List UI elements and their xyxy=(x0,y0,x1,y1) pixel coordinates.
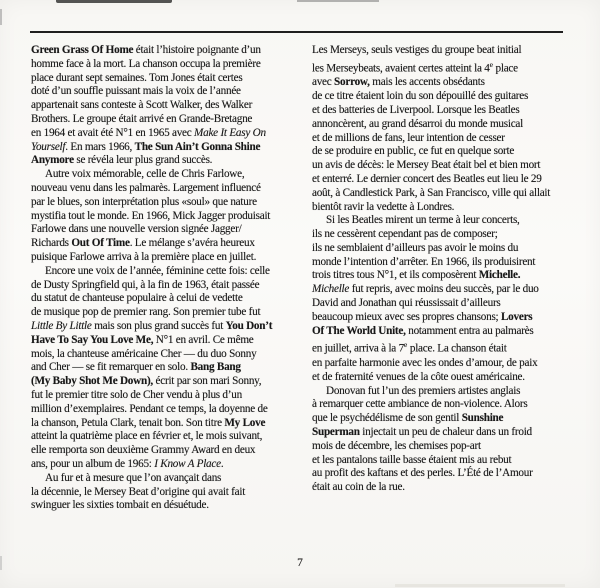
text-segment: . xyxy=(220,457,224,470)
text-line xyxy=(31,196,309,210)
text-line xyxy=(312,357,590,371)
text-line xyxy=(312,283,590,297)
text-segment: ils ne cessèrent cependant pas de composer; xyxy=(312,228,498,241)
text-line xyxy=(312,187,590,201)
text-segment: . En mars 1966, xyxy=(65,140,135,153)
text-segment: Superman xyxy=(312,425,360,438)
text-line xyxy=(312,44,590,58)
scan-artifact-left-edge xyxy=(0,9,2,25)
text-segment: Richards xyxy=(31,237,72,250)
text-line xyxy=(31,182,309,196)
text-segment: Bang Bang xyxy=(190,361,241,374)
text-segment: avec xyxy=(312,76,335,89)
text-segment: la décennie, le Mersey Beat d’origine qui avait fait xyxy=(31,485,246,498)
text-segment: doté d’un souffle puissant mais la voix de l’année xyxy=(31,85,241,98)
text-line xyxy=(312,228,590,242)
text-line xyxy=(31,99,309,113)
text-segment: place. La chanson était xyxy=(407,343,507,356)
text-segment: en 1964 et avait été N°1 en 1965 avec xyxy=(31,126,195,139)
text-line xyxy=(31,499,309,513)
text-segment: en parfaite harmonie avec les ondes d’amour, de paix xyxy=(312,357,538,369)
text-segment: million d’exemplaires. Pendant ce temps, la doyenne de xyxy=(31,402,268,415)
text-segment: se révéla leur plus grand succès. xyxy=(73,154,213,167)
text-segment: du statut de chanteuse populaire à celui de vedette xyxy=(31,292,243,305)
text-segment: mais les accents obsédants xyxy=(369,76,485,89)
text-line xyxy=(31,127,309,141)
text-line xyxy=(31,154,309,168)
text-segment: mais son plus grand succès fut xyxy=(91,319,226,332)
text-segment: David and Jonathan qui réussissait d’ailleurs xyxy=(312,297,501,310)
text-segment: Make It Easy On xyxy=(194,126,266,139)
text-segment: mois, la chanteuse américaine Cher — du duo Sonny xyxy=(31,347,257,360)
text-line xyxy=(312,104,590,118)
text-line xyxy=(31,348,309,362)
text-line xyxy=(312,132,590,146)
text-line xyxy=(31,44,309,58)
text-segment: place xyxy=(492,62,518,75)
text-line xyxy=(31,141,309,155)
text-segment: swinguer les sixties tombait en désuétude. xyxy=(31,499,209,512)
text-segment: fut repris, avec moins deu succès, par le duo xyxy=(349,283,539,296)
text-segment: e xyxy=(489,59,493,69)
text-line xyxy=(312,242,590,256)
text-line xyxy=(31,237,309,251)
text-line xyxy=(312,118,590,132)
text-segment: de ce titre étaient loin du son dépouillé des guitares xyxy=(312,90,529,103)
text-segment: bientôt ravir la vedette à Londres. xyxy=(312,200,455,213)
text-segment: homme face à la mort. La chanson occupa la première xyxy=(31,57,261,70)
text-segment: et enterré. Le dernier concert des Beatles eut lieu le 29 xyxy=(312,172,542,185)
text-segment: Encore une voix de l’année, féminine cette fois: celle xyxy=(45,264,270,277)
text-segment: août, à Candlestick Park, à San Francisco, ville qui allait xyxy=(312,186,551,199)
text-line xyxy=(312,173,590,187)
text-line xyxy=(312,201,590,215)
text-segment: Yourself xyxy=(31,140,66,153)
text-segment: I Know A Place xyxy=(154,457,221,470)
text-segment: Sorrow, xyxy=(334,76,370,89)
text-segment: Si les Beatles mirent un terme à leur concerts, xyxy=(326,214,520,227)
text-segment: mystifia tout le monde. En 1966, Mick Jagger produisait xyxy=(31,209,271,222)
text-line xyxy=(31,58,309,72)
text-line xyxy=(31,403,309,417)
text-segment: ils ne semblaient d’ailleurs pas avoir le moins du xyxy=(312,241,519,254)
text-line xyxy=(312,90,590,104)
text-segment: Of The World Unite, xyxy=(312,324,406,337)
text-line xyxy=(312,398,590,412)
text-line xyxy=(312,325,590,339)
text-line xyxy=(31,265,309,279)
text-segment: un avis de décès: le Mersey Beat était bel et bien mort xyxy=(312,159,541,172)
text-segment: Brothers. Le groupe était arrivé en Grande-Bretagne xyxy=(31,112,253,125)
text-line xyxy=(31,279,309,293)
text-segment: Anymore xyxy=(31,154,74,167)
text-line xyxy=(31,292,309,306)
text-segment: You Don’t xyxy=(225,319,273,332)
text-segment: fut le premier titre solo de Cher vendu à plus d’un xyxy=(31,388,242,401)
text-segment: Michelle. xyxy=(478,269,521,282)
text-line xyxy=(312,426,590,440)
text-line xyxy=(312,311,590,325)
text-segment: les Merseybeats, avaient certes atteint la 4 xyxy=(312,62,490,75)
text-segment: nouveau venu dans les palmarès. Largement influencé xyxy=(31,181,261,194)
text-segment: ans, pour un album de 1965: xyxy=(31,457,155,470)
text-segment: Autre voix mémorable, celle de Chris Farlowe, xyxy=(45,168,245,181)
top-divider-rule xyxy=(30,31,563,33)
text-line xyxy=(312,467,590,481)
text-segment: était au coin de la rue. xyxy=(312,481,405,494)
text-line xyxy=(31,72,309,86)
text-segment: and Cher — se fit remarquer en solo. xyxy=(31,361,191,374)
text-segment: puisique Farlowe arriva à la première place en juillet. xyxy=(31,250,257,263)
text-segment: à remarquer cette ambiance de non-violence. Alors xyxy=(312,398,528,411)
text-segment: en juillet, arriva à la 7 xyxy=(312,343,404,356)
text-segment: place durant sept semaines. Tom Jones était certes xyxy=(31,71,243,84)
text-segment: Out Of Time xyxy=(71,237,130,250)
text-segment: beaucoup mieux avec ses propres chansons; xyxy=(312,310,501,323)
text-line xyxy=(31,486,309,500)
text-line xyxy=(312,269,590,283)
text-segment: injectait un peu de chaleur dans un froid xyxy=(359,425,532,438)
text-segment: était l’histoire poignante d’un xyxy=(133,44,261,56)
text-line xyxy=(312,454,590,468)
text-segment: Sunshine xyxy=(461,412,504,425)
text-line xyxy=(312,58,590,77)
text-segment: annoncèrent, au grand désarroi du monde musical xyxy=(312,117,523,130)
text-segment: . Le mélange s’avéra heureux xyxy=(129,237,255,250)
text-line xyxy=(312,256,590,270)
text-line xyxy=(312,412,590,426)
text-line xyxy=(312,145,590,159)
text-segment: Au fur et à mesure que l’on avançait dans xyxy=(45,471,222,484)
text-line xyxy=(31,251,309,265)
text-segment: Donovan fut l’un des premiers artistes anglais xyxy=(326,384,521,397)
text-line xyxy=(312,76,590,90)
text-segment: et les pantalons taille basse étaient mis au rebut xyxy=(312,453,512,466)
text-line xyxy=(31,223,309,237)
text-segment: que le psychédélisme de son gentil xyxy=(312,412,462,425)
text-segment: par le blues, son interprétation plus «soul» que nature xyxy=(31,195,257,208)
text-segment: écrit par son mari Sonny, xyxy=(152,375,262,388)
text-line xyxy=(31,361,309,375)
text-line xyxy=(31,334,309,348)
text-line xyxy=(312,481,590,495)
scan-artifact-bottom-right xyxy=(395,584,565,587)
text-line xyxy=(31,306,309,320)
text-segment: Green Grass Of Home xyxy=(31,44,134,56)
text-segment: et des batteries de Liverpool. Lorsque les Beatles xyxy=(312,103,520,116)
text-line xyxy=(312,214,590,228)
text-segment: et de millions de fans, leur intention de cesser xyxy=(312,131,505,144)
text-line xyxy=(312,385,590,399)
text-line xyxy=(312,338,590,357)
text-segment: elle remporta son deuxième Grammy Award en deux xyxy=(31,444,256,457)
text-column-left xyxy=(31,44,309,513)
text-segment: la chanson, Petula Clark, tenait bon. Son titre xyxy=(31,416,225,429)
text-line xyxy=(31,417,309,431)
text-segment: e xyxy=(403,340,408,350)
text-line xyxy=(312,440,590,454)
text-segment: Michelle xyxy=(312,283,350,296)
text-line xyxy=(31,430,309,444)
text-line xyxy=(312,159,590,173)
text-segment: N°1 en avril. Ce même xyxy=(153,333,254,346)
text-segment: Farlowe dans une nouvelle version signée Jagger/ xyxy=(31,223,242,236)
text-segment: My Love xyxy=(224,416,266,429)
scan-artifact-top-left xyxy=(56,0,172,3)
text-segment: (My Baby Shot Me Down), xyxy=(31,375,153,388)
text-line xyxy=(31,472,309,486)
text-line xyxy=(31,168,309,182)
page-number: 7 xyxy=(297,557,303,569)
text-segment: et de fraternité venues de la côte ouest américaine. xyxy=(312,370,525,383)
text-line xyxy=(31,320,309,334)
text-line xyxy=(31,113,309,127)
text-line xyxy=(312,297,590,311)
text-segment: de se produire en public, ce fut en quelque sorte xyxy=(312,145,515,158)
text-segment: au profit des kaftans et des perles. L’Été de l’Amour xyxy=(312,467,533,480)
scan-artifact-top-center xyxy=(297,0,379,2)
text-segment: Have To Say You Love Me, xyxy=(31,333,154,346)
text-segment: de musique pop de premier rang. Son premier tube fut xyxy=(31,306,261,319)
text-segment: atteint la quatrième place en février et, le mois suivant, xyxy=(31,430,263,443)
text-segment: trois titres tous N°1, et ils composèrent xyxy=(312,269,479,282)
text-line xyxy=(312,371,590,385)
text-segment: Les Merseys, seuls vestiges du groupe beat initial xyxy=(312,44,522,56)
text-segment: de Dusty Springfield qui, à la fin de 1963, était passée xyxy=(31,278,260,291)
text-line xyxy=(31,375,309,389)
text-segment: Lovers xyxy=(500,310,533,323)
text-segment: Little By Little xyxy=(31,319,92,332)
text-line xyxy=(31,210,309,224)
text-line xyxy=(31,458,309,472)
text-segment: appartenait sans conteste à Scott Walker, des Walker xyxy=(31,99,253,112)
text-line xyxy=(31,389,309,403)
text-segment: mois de décembre, les chemises pop-art xyxy=(312,439,481,452)
text-segment: monde l’intention d’arrêter. En 1966, ils produisirent xyxy=(312,255,536,268)
text-line xyxy=(31,444,309,458)
text-column-right xyxy=(312,44,590,495)
text-segment: The Sun Ain’t Gonna Shine xyxy=(134,140,261,153)
text-line xyxy=(31,85,309,99)
text-segment: notamment entra au palmarès xyxy=(405,324,534,337)
